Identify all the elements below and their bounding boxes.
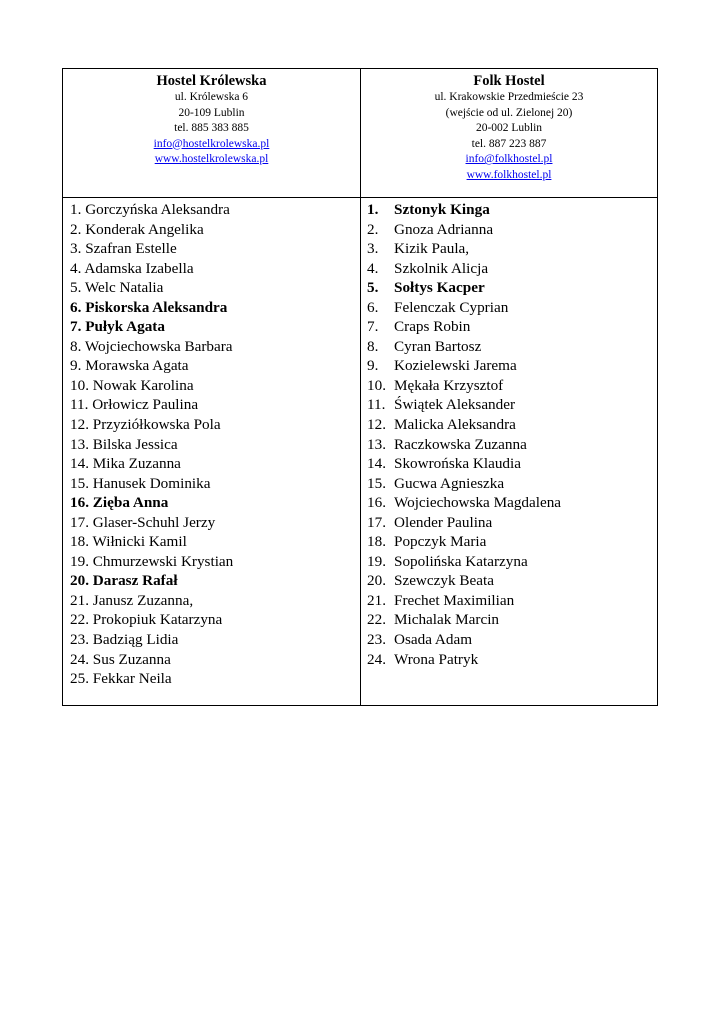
list-item: [367, 317, 657, 337]
item-number: 20.: [367, 572, 386, 590]
list-item: 2. Konderak Angelika: [70, 220, 204, 238]
list-item: 14. Mika Zuzanna: [70, 455, 181, 473]
hostel-krolewska-header: [63, 69, 361, 198]
guest-name: Frechet Maximilian: [394, 591, 515, 609]
list-item: [367, 298, 657, 318]
list-item: [367, 591, 657, 611]
item-number: 5.: [367, 279, 379, 297]
item-number: 13.: [367, 435, 386, 453]
item-number: 7.: [367, 318, 379, 336]
list-item: 24. Sus Zuzanna: [70, 650, 171, 668]
list-item: [367, 259, 657, 279]
hostel-phone: tel. 887 223 887: [471, 137, 547, 150]
guest-name: Szkolnik Alicja: [394, 259, 489, 277]
guest-name: Malicka Aleksandra: [394, 416, 516, 434]
guest-name: Wojciechowska Magdalena: [394, 494, 562, 512]
item-number: 14.: [367, 455, 386, 473]
hostel-phone: tel. 885 383 885: [174, 122, 249, 134]
folk-guest-list: [367, 200, 657, 669]
list-item: 6. Piskorska Aleksandra: [70, 298, 228, 316]
hostel-assignment-table: [62, 68, 658, 706]
item-number: 15.: [367, 474, 386, 492]
list-item: 7. Pułyk Agata: [70, 318, 165, 336]
hostel-entrance-note: (wejście od ul. Zielonej 20): [445, 106, 573, 119]
hostel-city: 20-109 Lublin: [178, 106, 245, 119]
item-number: 4.: [367, 259, 379, 277]
list-item: [367, 239, 657, 259]
list-item: [367, 337, 657, 357]
list-item: 17. Glaser-Schuhl Jerzy: [70, 513, 216, 531]
list-item: [367, 513, 657, 533]
hostel-street: ul. Królewska 6: [174, 91, 249, 103]
guest-name: Świątek Aleksander: [394, 396, 516, 414]
list-item: [367, 200, 657, 220]
item-number: 23.: [367, 631, 386, 649]
guest-name: Cyran Bartosz: [394, 337, 482, 355]
item-number: 8.: [367, 337, 379, 355]
guest-name: Szewczyk Beata: [394, 572, 494, 590]
hostel-website-link[interactable]: www.folkhostel.pl: [466, 168, 552, 181]
list-item: 4. Adamska Izabella: [70, 259, 194, 277]
list-item: [367, 376, 657, 396]
guest-name: Craps Robin: [394, 318, 471, 336]
list-item: 21. Janusz Zuzanna,: [70, 591, 194, 609]
list-item: 13. Bilska Jessica: [70, 435, 178, 453]
guest-name: Olender Paulina: [394, 513, 493, 531]
list-item: 5. Welc Natalia: [70, 279, 164, 297]
list-item: [367, 278, 657, 298]
item-number: 10.: [367, 376, 386, 394]
list-item: 3. Szafran Estelle: [70, 240, 177, 258]
hostel-street: ul. Krakowskie Przedmieście 23: [434, 91, 584, 103]
list-item: [367, 650, 657, 670]
list-item: 15. Hanusek Dominika: [70, 474, 211, 492]
list-item: 9. Morawska Agata: [70, 357, 189, 375]
list-item: [367, 493, 657, 513]
guest-name: Michalak Marcin: [394, 611, 500, 629]
hostel-website-link[interactable]: www.hostelkrolewska.pl: [154, 153, 269, 165]
list-item: 8. Wojciechowska Barbara: [70, 337, 233, 355]
item-number: 16.: [367, 494, 386, 512]
item-number: 17.: [367, 513, 386, 531]
list-item: [367, 532, 657, 552]
item-number: 9.: [367, 357, 379, 375]
krolewska-guest-list: [70, 200, 360, 689]
hostel-name: Folk Hostel: [473, 73, 545, 89]
item-number: 22.: [367, 611, 386, 629]
list-item: 20. Darasz Rafał: [70, 572, 178, 590]
list-item: [367, 552, 657, 572]
hostel-email-link[interactable]: info@hostelkrolewska.pl: [153, 137, 270, 150]
guest-name: Sopolińska Katarzyna: [394, 552, 528, 570]
list-item: [367, 435, 657, 455]
hostel-city: 20-002 Lublin: [475, 122, 543, 134]
guest-name: Wrona Patryk: [394, 650, 479, 668]
item-number: 3.: [367, 240, 379, 258]
guest-name: Felenczak Cyprian: [394, 298, 509, 316]
list-item: 12. Przyziółkowska Pola: [70, 416, 221, 434]
item-number: 19.: [367, 552, 386, 570]
list-item: 16. Zięba Anna: [70, 494, 169, 512]
guest-name: Osada Adam: [394, 631, 473, 649]
list-item: 23. Badziąg Lidia: [70, 631, 179, 649]
guest-name: Skowrońska Klaudia: [394, 455, 521, 473]
item-number: 18.: [367, 533, 386, 551]
list-item: 18. Wiłnicki Kamil: [70, 533, 187, 551]
guest-name: Gnoza Adrianna: [394, 220, 494, 238]
list-item: [367, 220, 657, 240]
list-item: [367, 474, 657, 494]
list-item: [367, 454, 657, 474]
list-item: [367, 571, 657, 591]
folk-guest-list-cell: [361, 198, 657, 705]
list-item: 1. Gorczyńska Aleksandra: [70, 201, 230, 218]
item-number: 2.: [367, 220, 379, 238]
list-item: [367, 610, 657, 630]
hostel-email-link[interactable]: info@folkhostel.pl: [465, 153, 553, 165]
list-item: 11. Orłowicz Paulina: [70, 396, 199, 414]
item-number: 24.: [367, 650, 386, 668]
guest-name: Sołtys Kacper: [394, 279, 485, 297]
guest-name: Sztonyk Kinga: [394, 201, 490, 218]
list-item: [367, 395, 657, 415]
guest-name: Popczyk Maria: [394, 533, 487, 551]
guest-name: Kozielewski Jarema: [394, 357, 517, 375]
list-item: 22. Prokopiuk Katarzyna: [70, 611, 223, 629]
list-item: [367, 356, 657, 376]
hostel-name: Hostel Królewska: [156, 73, 267, 89]
item-number: 21.: [367, 591, 386, 609]
guest-name: Raczkowska Zuzanna: [394, 435, 527, 453]
guest-name: Gucwa Agnieszka: [394, 474, 505, 492]
guest-name: Mękała Krzysztof: [394, 376, 504, 394]
list-item: [367, 415, 657, 435]
item-number: 12.: [367, 416, 386, 434]
item-number: 1.: [367, 201, 379, 218]
folk-hostel-header: [361, 69, 657, 198]
guest-name: Kizik Paula,: [394, 240, 470, 258]
krolewska-guest-list-cell: [63, 198, 361, 705]
list-item: 25. Fekkar Neila: [70, 670, 172, 688]
list-item: 19. Chmurzewski Krystian: [70, 552, 234, 570]
item-number: 6.: [367, 298, 379, 316]
list-item: [367, 630, 657, 650]
list-item: 10. Nowak Karolina: [70, 376, 194, 394]
item-number: 11.: [367, 396, 386, 414]
